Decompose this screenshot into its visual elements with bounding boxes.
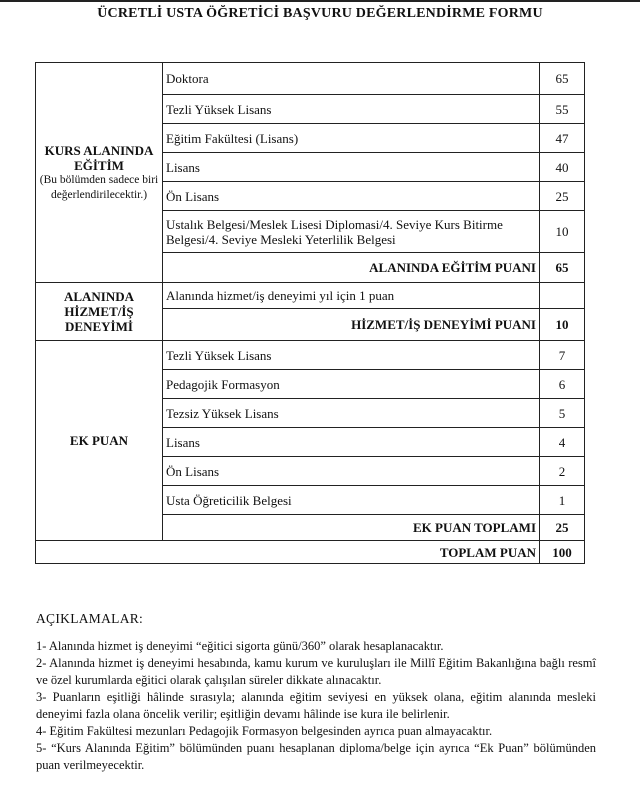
item-label: Tezsiz Yüksek Lisans: [163, 399, 540, 428]
item-label: Pedagojik Formasyon: [163, 370, 540, 399]
item-label: Tezli Yüksek Lisans: [163, 95, 540, 124]
item-points: 40: [540, 153, 585, 182]
explanation-item: 2- Alanında hizmet iş deneyimi hesabında, kamu kurum ve kuruluşları ile Millî Eğitim Bakanlığına bağlı resmî ve özel kurumlarda eğitici olarak çalışılan süreler dikkate alınacaktır.: [36, 656, 596, 687]
explanation-item: 5- “Kurs Alanında Eğitim” bölümünden puanı hesaplanan diploma/belge için ayrıca “Ek Puan” bölümünden puan verilmeyecektir.: [36, 741, 596, 772]
explanation-item: 4- Eğitim Fakültesi mezunları Pedagojik Formasyon belgesinden ayrıca puan almayacaktır.: [36, 724, 493, 738]
explanation-item: 3- Puanların eşitliği hâlinde sırasıyla; alanında eğitim seviyesi en yüksek olana, eğitim alanında mesleki deneyimi fazla olana öncelik verilir; eşitliğin devamı hâlinde ise kura ile belirlenir.: [36, 690, 596, 721]
explanation-item: 1- Alanında hizmet iş deneyimi “eğitici sigorta günü/360” olarak hesaplanacaktır.: [36, 639, 444, 653]
grand-total-label: TOPLAM PUAN: [36, 541, 540, 564]
section-hizmet-total-points: 10: [540, 309, 585, 341]
item-points: 10: [540, 211, 585, 253]
grand-total-points: 100: [540, 541, 585, 564]
top-rule: [0, 0, 640, 2]
item-label: Lisans: [163, 153, 540, 182]
section-kurs-total-label: ALANINDA EĞİTİM PUANI: [163, 253, 540, 283]
item-points: 25: [540, 182, 585, 211]
item-points: 4: [540, 428, 585, 457]
section-hizmet-title: ALANINDA HİZMET/İŞ DENEYİMİ: [36, 283, 163, 341]
table-row: [36, 541, 585, 564]
section-kurs-title-line2: EĞİTİM: [74, 157, 124, 173]
section-kurs-title-line1: KURS ALANINDA: [44, 142, 154, 158]
section-ek-title: EK PUAN: [36, 341, 163, 541]
item-label: Ustalık Belgesi/Meslek Lisesi Diplomasi/4. Seviye Kurs Bitirme Belgesi/4. Seviye Mesleki Yeterlilik Belgesi: [163, 211, 540, 253]
item-label: Alanında hizmet/iş deneyimi yıl için 1 puan: [163, 283, 540, 309]
section-ek-total-label: EK PUAN TOPLAMI: [163, 515, 540, 541]
item-points: 2: [540, 457, 585, 486]
item-points: 47: [540, 124, 585, 153]
table-row: [36, 283, 585, 309]
item-points: 1: [540, 486, 585, 515]
item-label: Tezli Yüksek Lisans: [163, 341, 540, 370]
table-row: [36, 341, 585, 370]
item-label: Doktora: [163, 63, 540, 95]
item-points: 65: [540, 63, 585, 95]
section-hizmet-total-label: HİZMET/İŞ DENEYİMİ PUANI: [163, 309, 540, 341]
item-label: Ön Lisans: [163, 182, 540, 211]
evaluation-table: [35, 62, 585, 564]
section-ek-total-points: 25: [540, 515, 585, 541]
item-points: 7: [540, 341, 585, 370]
section-kurs-title: [36, 63, 163, 283]
item-label: Lisans: [163, 428, 540, 457]
item-label: Usta Öğreticilik Belgesi: [163, 486, 540, 515]
item-points: [540, 283, 585, 309]
item-points: 55: [540, 95, 585, 124]
item-label: Ön Lisans: [163, 457, 540, 486]
section-kurs-total-points: 65: [540, 253, 585, 283]
explanations: [36, 610, 596, 774]
item-points: 5: [540, 399, 585, 428]
item-points: 6: [540, 370, 585, 399]
section-kurs-note: (Bu bölümden sadece biri değerlendirilecektir.): [39, 173, 159, 201]
form-title: ÜCRETLİ USTA ÖĞRETİCİ BAŞVURU DEĞERLENDİRME FORMU: [97, 6, 543, 21]
explanations-title: AÇIKLAMALAR:: [36, 611, 144, 626]
table-row: [36, 63, 585, 95]
item-label: Eğitim Fakültesi (Lisans): [163, 124, 540, 153]
